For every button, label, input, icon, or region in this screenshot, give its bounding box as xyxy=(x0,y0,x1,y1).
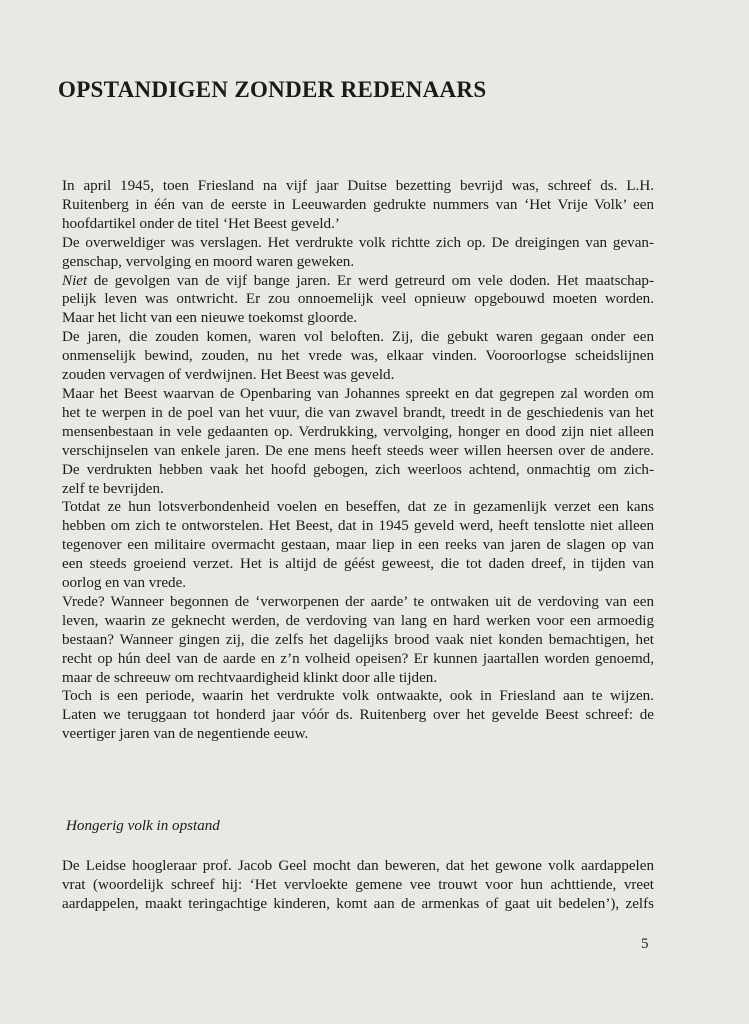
section-subheading: Hongerig volk in opstand xyxy=(66,818,220,834)
text-line: zouden vervagen of verdwijnen. Het Beest was geveld. xyxy=(62,367,395,384)
text-line: een steeds groeiend verzet. Het is altijd de géést geweest, die tot daden dreef, in tijden van xyxy=(62,556,654,573)
text-line: De verdrukten hebben vaak het hoofd gebogen, zich weerloos achtend, onmachtig om zich- xyxy=(62,461,654,478)
text-line: pelijk leven was ontwricht. Er zou onnoemelijk veel opnieuw opgebouwd moeten worden. xyxy=(62,291,654,308)
text-line: het te werpen in de poel van het vuur, die van zwavel brandt, treedt in de geschiedenis van het xyxy=(62,404,654,421)
body-text-continued xyxy=(62,857,654,914)
text-line: vrat (woordelijk schreef hij: ‘Het vervloekte gemene vee trouwt voor hun achttiende, vreet xyxy=(62,876,654,893)
text-line: verschijnselen van enkele jaren. De ene mens heeft steeds weer willen heersen over de andere. xyxy=(62,442,654,459)
text-line: Toch is een periode, waarin het verdrukte volk ontwaakte, ook in Friesland aan te wijzen. xyxy=(62,688,654,705)
text-line: aardappelen, maakt teringachtige kinderen, komt aan de armenkas of gaat uit bedelen’), zelfs xyxy=(62,895,654,912)
text-line: leven, waarin ze geknecht werden, de verdoving van lang en hard werken voor een armoedig xyxy=(62,612,654,629)
text-line: onmenselijk bewind, zouden, nu het vrede was, elkaar vinden. Vooroorlogse scheidslijnen xyxy=(62,348,654,365)
text-line: zelf te bevrijden. xyxy=(62,480,164,497)
text-line: hoofdartikel onder de titel ‘Het Beest geveld.’ xyxy=(62,215,340,232)
text-line: Ruitenberg in één van de eerste in Leeuwarden gedrukte nummers van ‘Het Vrije Volk’ een xyxy=(62,196,654,213)
text-line: oorlog en van vrede. xyxy=(62,575,187,592)
text-line: Niet de gevolgen van de vijf bange jaren. Er werd getreurd om vele doden. Het maatschap- xyxy=(62,272,654,289)
body-text xyxy=(62,177,654,744)
text-line: De Leidse hoogleraar prof. Jacob Geel mocht dan beweren, dat het gewone volk aardappelen xyxy=(62,858,654,874)
text-line: De jaren, die zouden komen, waren vol beloften. Zij, die gebukt waren gegaan onder een xyxy=(62,329,654,346)
text-line: De overweldiger was verslagen. Het verdrukte volk richtte zich op. De dreigingen van gevan- xyxy=(62,234,654,251)
text-line: In april 1945, toen Friesland na vijf jaar Duitse bezetting bevrijd was, schreef ds. L.H. xyxy=(62,178,654,194)
text-line: hebben om zich te ontworstelen. Het Beest, dat in 1945 geveld werd, heeft tenslotte niet alleen xyxy=(62,518,654,535)
text-line: Maar het licht van een nieuwe toekomst gloorde. xyxy=(62,310,358,327)
text-line: tegenover een militaire overmacht gestaan, maar liep in een reeks van jaren de slagen op van xyxy=(62,537,654,554)
page-number: 5 xyxy=(641,936,649,952)
text-line: Laten we teruggaan tot honderd jaar vóór ds. Ruitenberg over het gevelde Beest schreef: de xyxy=(62,707,654,724)
text-line: mensenbestaan in vele gedaanten op. Verdrukking, vervolging, honger en dood zijn niet alleen xyxy=(62,423,654,440)
text-line: bestaan? Wanneer gingen zij, die zelfs het dagelijks brood vaak niet konden bemachtigen, het xyxy=(62,631,654,648)
text-line: Vrede? Wanneer begonnen de ‘verworpenen der aarde’ te ontwaken uit de verdoving van een xyxy=(62,593,654,610)
text-line: Maar het Beest waarvan de Openbaring van Johannes spreekt en dat gegrepen zal worden om xyxy=(62,385,654,402)
text-line: veertiger jaren van de negentiende eeuw. xyxy=(62,726,309,743)
text-line: Totdat ze hun lotsverbondenheid voelen en beseffen, dat ze in gezamenlijk verzet een kans xyxy=(62,499,654,516)
text-line: recht op hún deel van de aarde en z’n volheid opeisen? Er kunnen jaartallen worden genoemd, xyxy=(62,650,654,667)
text-line: genschap, vervolging en moord waren geweken. xyxy=(62,253,355,270)
chapter-title: OPSTANDIGEN ZONDER REDENAARS xyxy=(58,77,487,102)
text-line: maar de schreeuw om rechtvaardigheid klinkt door alle tijden. xyxy=(62,669,438,686)
